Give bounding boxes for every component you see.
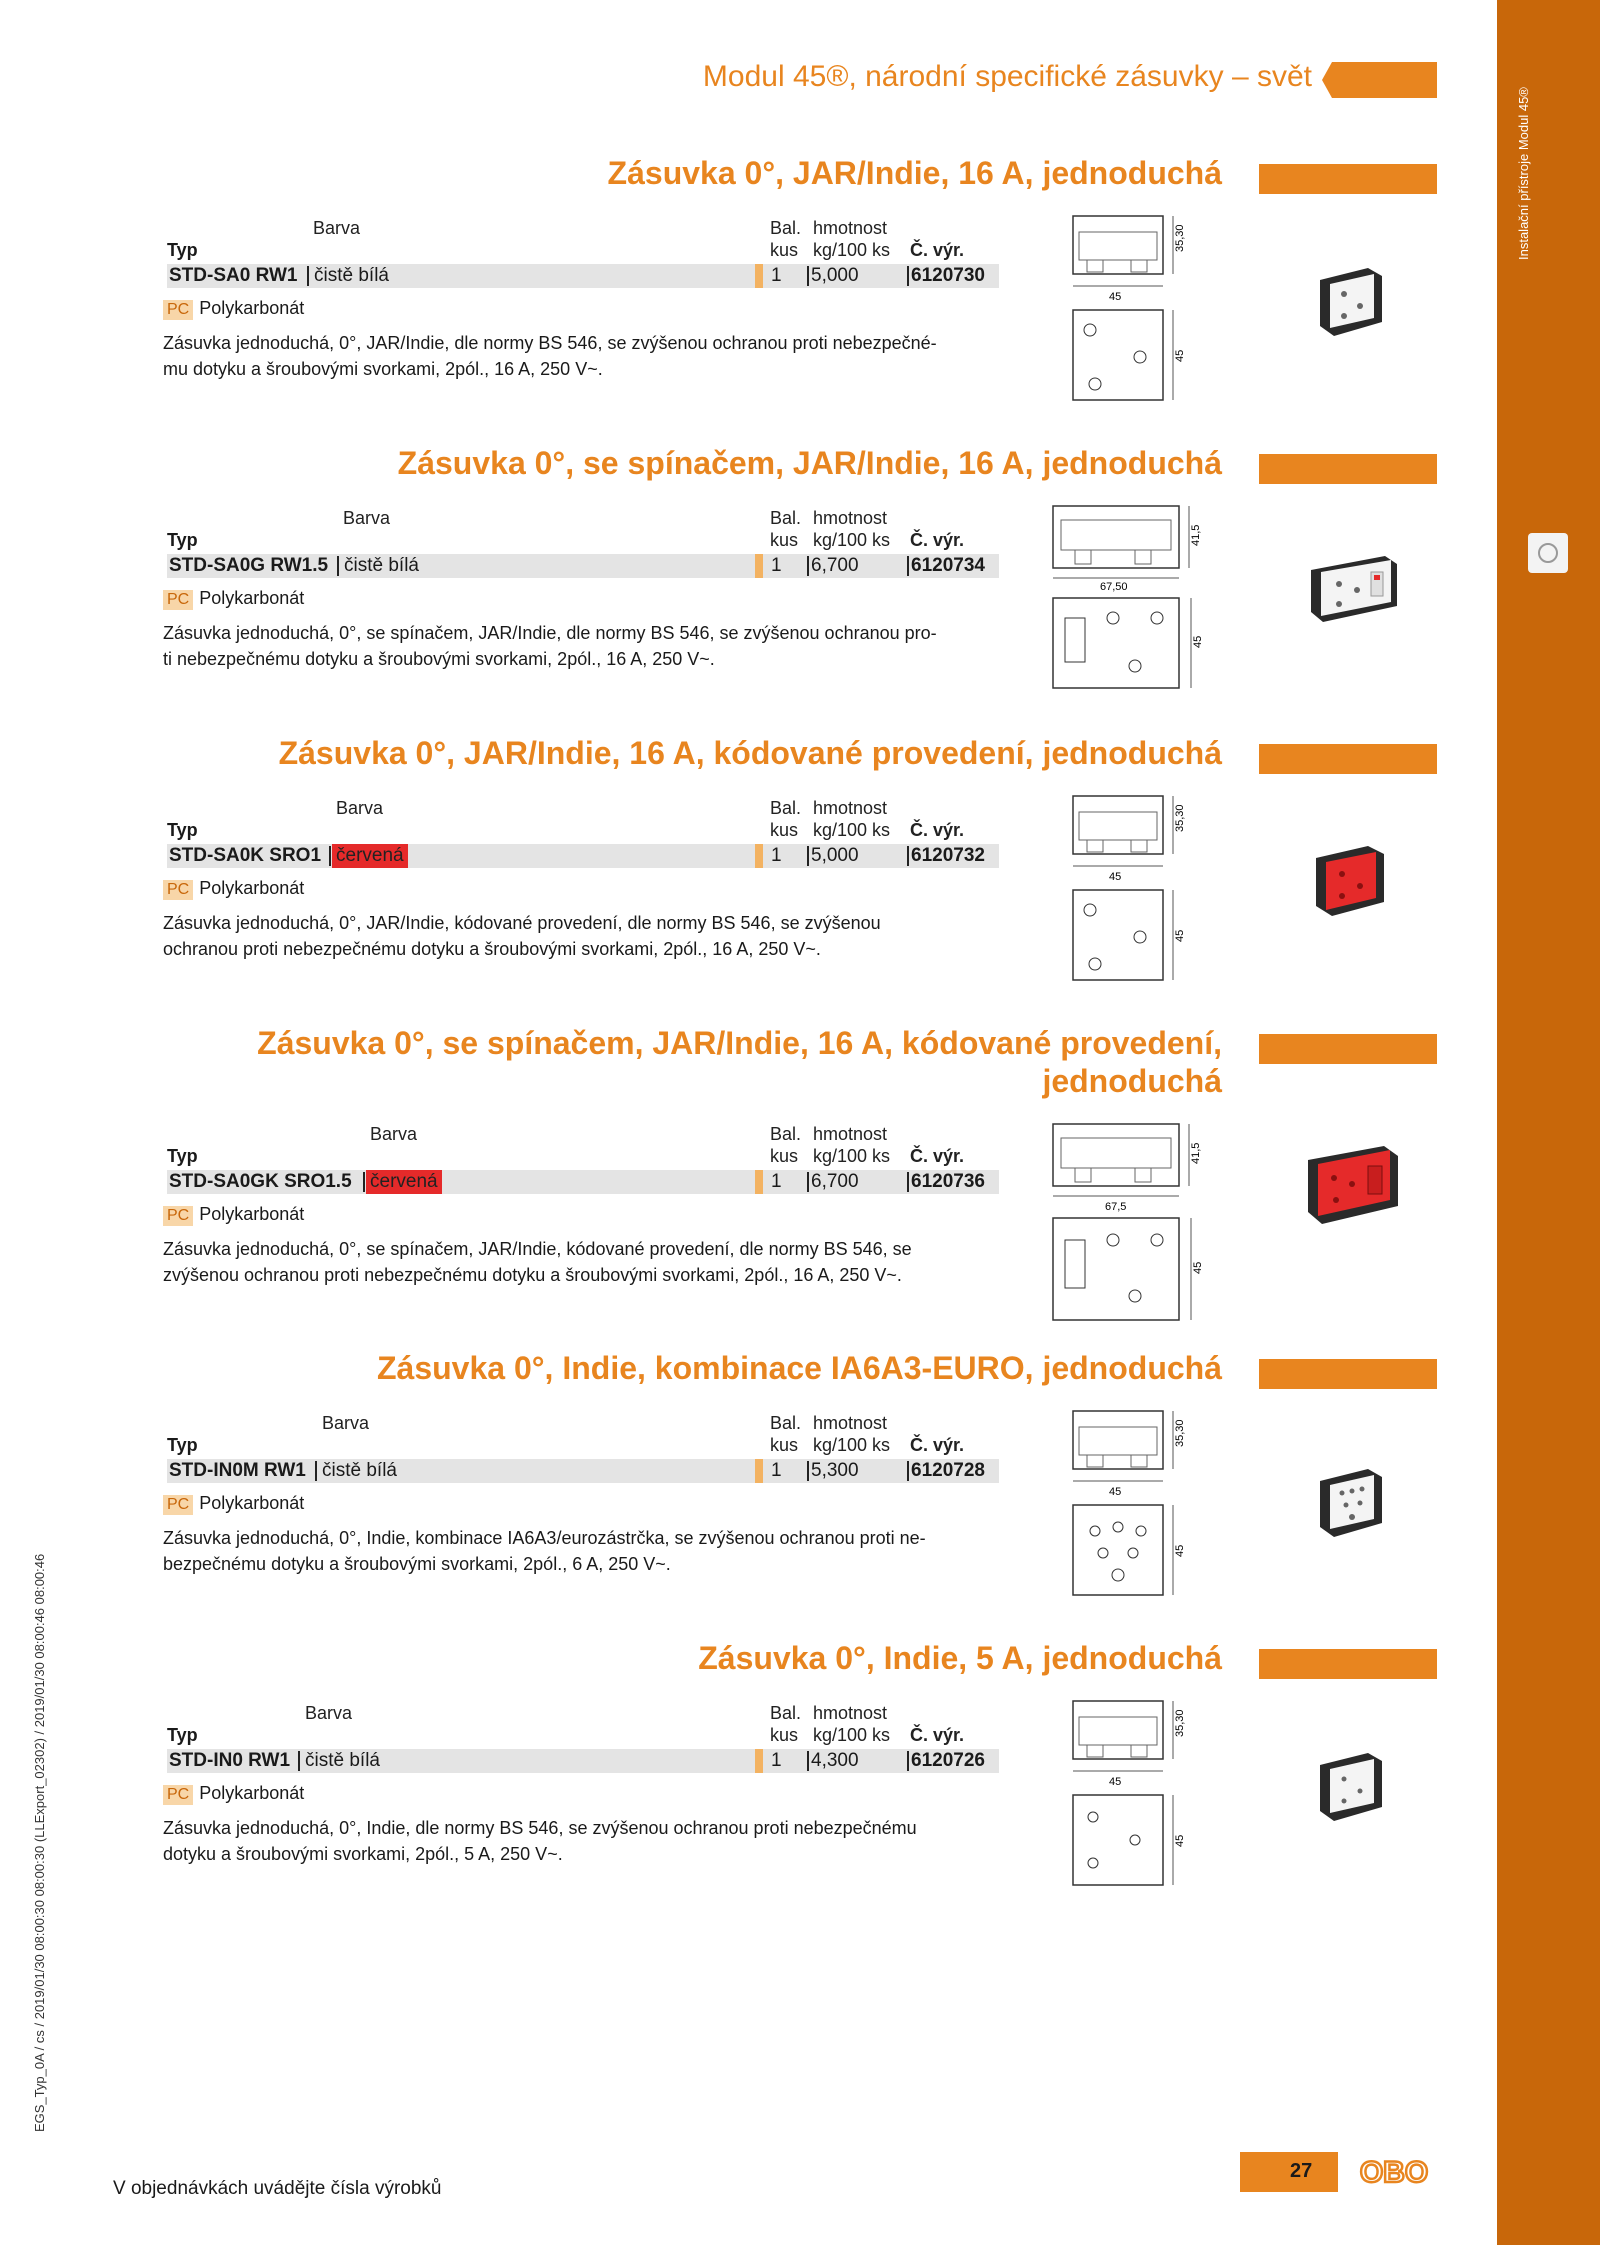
col-barva: Barva [370,1124,418,1144]
col-barva: Barva [322,1413,370,1433]
col-typ: Typ [167,1146,198,1166]
dim-height: 35,30 [1174,1709,1186,1737]
section-bar [1259,744,1437,774]
material-badge: PC [163,300,193,320]
col-kg: kg/100 ks [813,1435,891,1455]
col-hmotnost: hmotnost [813,218,888,238]
col-bal: Bal. [770,508,802,528]
material: PC Polykarbonát [163,1204,304,1226]
col-barva: Barva [305,1703,353,1723]
col-cislo: Č. výr. [910,530,965,550]
pack-qty: 1 [771,1460,782,1481]
section-title: Zásuvka 0°, se spínačem, JAR/Indie, 16 A, kódované provedení, [257,1025,1222,1061]
description: Zásuvka jednoduchá, 0°, Indie, dle normy BS 546, se zvýšenou ochranou proti nebezpečnému dotyku a šroubovými svorkami, 2pól., 5 A, 250 V~. [163,1818,917,1864]
pack-qty: 1 [771,845,782,866]
dim-height: 41,5 [1190,524,1202,546]
col-hmotnost: hmotnost [813,798,888,818]
product-row [167,264,999,288]
page-number: 27 [1290,2160,1313,2182]
dim-width: 67,5 [1105,1201,1127,1213]
col-cislo: Č. výr. [910,1725,965,1745]
col-bal: Bal. [770,798,802,818]
product-type: STD-IN0M RW1 [169,1460,306,1481]
col-bal: Bal. [770,1413,802,1433]
col-typ: Typ [167,1725,198,1745]
weight: 6,700 [811,1171,859,1192]
product-type: STD-SA0 RW1 [169,265,298,286]
col-kg: kg/100 ks [813,1146,891,1166]
col-kg: kg/100 ks [813,1725,891,1745]
col-kg: kg/100 ks [813,820,891,840]
section-title: Zásuvka 0°, Indie, 5 A, jednoduchá [698,1640,1222,1676]
sidebar-label: Instalační přístroje Modul 45® [1516,87,1531,260]
technical-drawing [1065,792,1195,1002]
col-cislo: Č. výr. [910,240,965,260]
footer-note: V objednávkách uvádějte čísla výrobků [113,2178,442,2199]
product-row [167,1749,999,1773]
dim-side: 45 [1192,635,1204,648]
product-row [167,1170,999,1194]
material-badge: PC [163,1785,193,1805]
technical-drawing [1045,1120,1205,1340]
dim-side: 45 [1174,929,1186,942]
dim-height: 35,30 [1174,804,1186,832]
description: Zásuvka jednoduchá, 0°, JAR/Indie, kódované provedení, dle normy BS 546, se zvýšenou ochranou proti nebezpečnému dotyku a šroubovými svorkami, 2pól., 16 A, 250 V~. [163,913,881,959]
product-color: červená [366,1170,442,1194]
material: PC Polykarbonát [163,878,304,900]
weight: 5,000 [811,265,859,286]
dim-height: 35,30 [1174,1419,1186,1447]
section-bar [1259,454,1437,484]
technical-drawing [1065,212,1195,422]
pack-qty: 1 [771,265,782,286]
article-number: 6120728 [911,1460,985,1481]
col-kg: kg/100 ks [813,530,891,550]
section-title: Zásuvka 0°, JAR/Indie, 16 A, kódované provedení, jednoduchá [278,735,1222,771]
product-row [167,1459,999,1483]
weight: 5,300 [811,1460,859,1481]
weight: 6,700 [811,555,859,576]
document-id: EGS_Typ_0A / cs / 2019/01/30 08:00:30 08:00:30 (LLExport_02302) / 2019/01/30 08:00:46 08:00:46 [32,1553,47,2132]
col-kg: kg/100 ks [813,240,891,260]
product-image-combo-socket [1310,1463,1390,1543]
article-number: 6120734 [911,555,985,576]
dim-width: 67,50 [1100,581,1128,593]
product-image-red-socket [1308,840,1392,924]
col-typ: Typ [167,240,198,260]
product-image-white-switched-socket [1305,550,1405,630]
col-kus: kus [770,530,799,550]
dim-width: 45 [1109,871,1122,883]
col-typ: Typ [167,1435,198,1455]
col-hmotnost: hmotnost [813,1124,888,1144]
col-bal: Bal. [770,1703,802,1723]
col-hmotnost: hmotnost [813,1703,888,1723]
section-bar [1259,164,1437,194]
col-barva: Barva [313,218,361,238]
product-type: STD-SA0G RW1.5 [169,555,329,576]
section-bar [1259,1034,1437,1064]
obo-logo [1352,2152,1436,2192]
article-number: 6120726 [911,1750,985,1771]
weight: 4,300 [811,1750,859,1771]
sidebar-band [1497,0,1600,2245]
dim-width: 45 [1109,1486,1122,1498]
description: Zásuvka jednoduchá, 0°, Indie, kombinace IA6A3/eurozástrčka, se zvýšenou ochranou proti ne- bezpečnému dotyku a šroubovými svorkami, 2pól., 6 A, 250 V~. [163,1528,926,1574]
product-type: STD-SA0GK SRO1.5 [169,1171,352,1192]
material-badge: PC [163,590,193,610]
product-color: čistě bílá [344,555,419,576]
article-number: 6120730 [911,265,985,286]
product-row [167,844,999,868]
material-badge: PC [163,1495,193,1515]
dim-width: 45 [1109,1776,1122,1788]
article-number: 6120736 [911,1171,985,1192]
product-type: STD-SA0K SRO1 [169,845,322,866]
description: Zásuvka jednoduchá, 0°, JAR/Indie, dle normy BS 546, se zvýšenou ochranou proti nebezpečné- mu dotyku a šroubovými svorkami, 2pól., 16 A, 250 V~. [163,333,937,379]
dim-width: 45 [1109,291,1122,303]
header-arrow-marker [1322,62,1437,98]
section-title: Zásuvka 0°, Indie, kombinace IA6A3-EURO, jednoduchá [376,1350,1222,1386]
section-bar [1259,1359,1437,1389]
product-image-5a-socket [1310,1747,1390,1827]
dim-side: 45 [1174,1544,1186,1557]
col-typ: Typ [167,530,198,550]
article-number: 6120732 [911,845,985,866]
product-color: čistě bílá [322,1460,397,1481]
col-kus: kus [770,1435,799,1455]
section-title-line2: jednoduchá [1042,1063,1222,1099]
sidebar-socket-thumbnail [1528,533,1568,573]
product-row [167,554,999,578]
col-kus: kus [770,1146,799,1166]
technical-drawing [1065,1697,1195,1907]
product-image-red-switched-socket [1302,1140,1406,1234]
description: Zásuvka jednoduchá, 0°, se spínačem, JAR/Indie, kódované provedení, dle normy BS 546, se zvýšenou ochranou proti nebezpečnému dotyku a šroubovými svorkami, 2pól., 16 A, 250 V~. [163,1239,912,1285]
technical-drawing [1065,1407,1195,1617]
section-title: Zásuvka 0°, JAR/Indie, 16 A, jednoduchá [607,155,1222,191]
section-bar [1259,1649,1437,1679]
pack-qty: 1 [771,1750,782,1771]
svg-text:OBO: OBO [1359,2156,1429,2189]
material: PC Polykarbonát [163,1493,304,1515]
product-color: čistě bílá [314,265,389,286]
dim-side: 45 [1174,1834,1186,1847]
material: PC Polykarbonát [163,1783,304,1805]
col-kus: kus [770,1725,799,1745]
col-barva: Barva [336,798,384,818]
material-badge: PC [163,1206,193,1226]
col-bal: Bal. [770,1124,802,1144]
material-badge: PC [163,880,193,900]
col-bal: Bal. [770,218,802,238]
page-number-box [1240,2152,1338,2192]
product-color: červená [332,844,408,868]
material: PC Polykarbonát [163,588,304,610]
product-color: čistě bílá [305,1750,380,1771]
dim-side: 45 [1192,1261,1204,1274]
col-hmotnost: hmotnost [813,1413,888,1433]
page-title: Modul 45®, národní specifické zásuvky – svět [702,60,1312,93]
dim-height: 41,5 [1190,1142,1202,1164]
col-typ: Typ [167,820,198,840]
product-type: STD-IN0 RW1 [169,1750,291,1771]
weight: 5,000 [811,845,859,866]
col-kus: kus [770,240,799,260]
technical-drawing [1045,502,1205,712]
col-kus: kus [770,820,799,840]
col-cislo: Č. výr. [910,1146,965,1166]
dim-height: 35,30 [1174,224,1186,252]
section-title: Zásuvka 0°, se spínačem, JAR/Indie, 16 A, jednoduchá [397,445,1222,481]
pack-qty: 1 [771,555,782,576]
material: PC Polykarbonát [163,298,304,320]
col-cislo: Č. výr. [910,820,965,840]
dim-side: 45 [1174,349,1186,362]
col-cislo: Č. výr. [910,1435,965,1455]
description: Zásuvka jednoduchá, 0°, se spínačem, JAR/Indie, dle normy BS 546, se zvýšenou ochranou pro- ti nebezpečnému dotyku a šroubovými svorkami, 2pól., 16 A, 250 V~. [163,623,937,669]
col-barva: Barva [343,508,391,528]
product-image-white-socket [1310,262,1390,342]
col-hmotnost: hmotnost [813,508,888,528]
pack-qty: 1 [771,1171,782,1192]
